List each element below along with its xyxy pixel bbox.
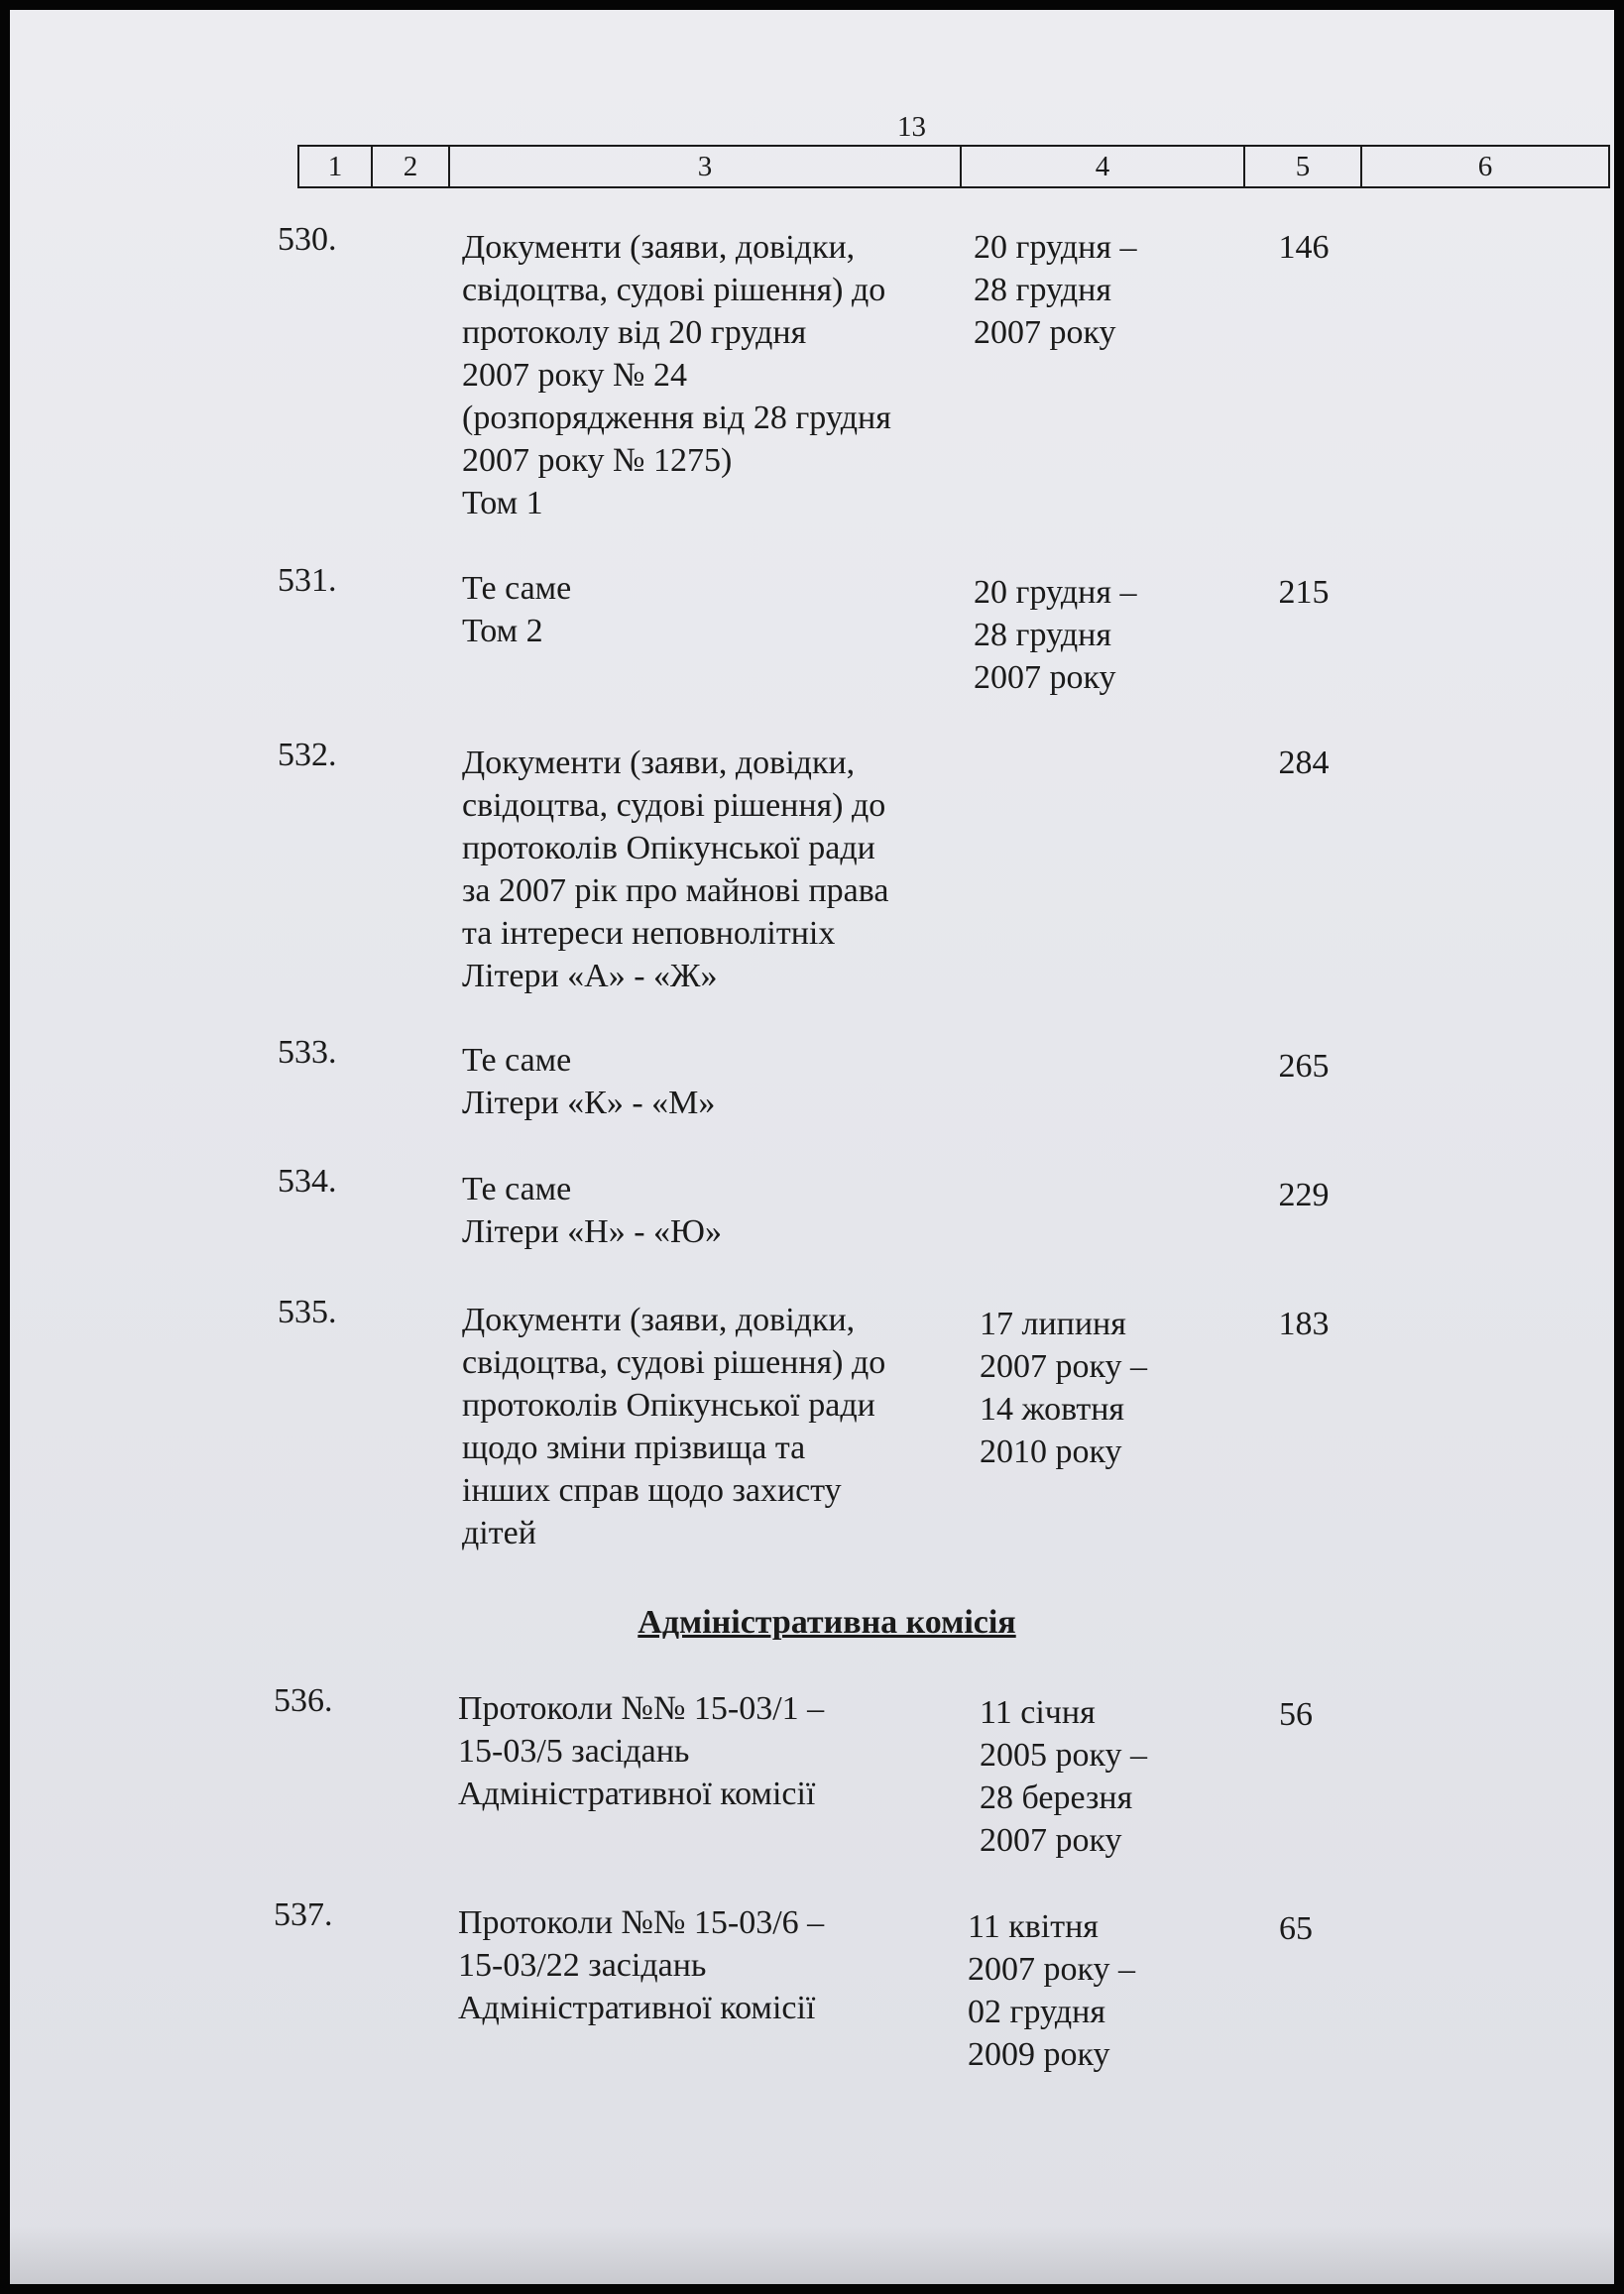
record-number: 536. xyxy=(274,1682,333,1719)
record-title: Документи (заяви, довідки, свідоцтва, судові рішення) до протоколів Опікунської ради за 2007 рік про майнові права та інтереси неповнолітніх Літери «А» - «Ж» xyxy=(462,745,889,994)
record-dates: 11 січня 2005 року – 28 березня 2007 року xyxy=(980,1694,1148,1859)
record-number: 534. xyxy=(278,1163,337,1200)
record-pages: 56 xyxy=(1279,1696,1313,1733)
record-pages: 265 xyxy=(1278,1048,1330,1085)
column-header-2: 2 xyxy=(373,147,450,186)
column-header-5: 5 xyxy=(1245,147,1362,186)
record-number: 532. xyxy=(278,737,337,773)
document-page xyxy=(10,10,1614,2284)
column-header-row xyxy=(297,145,1610,188)
record-pages: 65 xyxy=(1279,1910,1313,1947)
record-title: Те саме Літери «К» - «М» xyxy=(462,1042,716,1121)
record-title: Документи (заяви, довідки, свідоцтва, судові рішення) до протоколу від 20 грудня 2007 року № 24 (розпорядження від 28 грудня 2007 року № 1275) Том 1 xyxy=(462,229,891,521)
record-title: Те саме Том 2 xyxy=(462,570,572,649)
column-header-3: 3 xyxy=(450,147,962,186)
record-dates: 20 грудня – 28 грудня 2007 року xyxy=(974,574,1137,696)
record-pages: 146 xyxy=(1278,229,1330,266)
record-title: Те саме Літери «Н» - «Ю» xyxy=(462,1171,722,1250)
record-pages: 229 xyxy=(1278,1177,1330,1213)
record-number: 531. xyxy=(278,562,337,599)
record-title: Протоколи №№ 15-03/6 – 15-03/22 засідань Адміністративної комісії xyxy=(458,1904,825,2026)
record-number: 537. xyxy=(274,1896,333,1933)
record-dates: 20 грудня – 28 грудня 2007 року xyxy=(974,229,1137,351)
record-dates: 11 квітня 2007 року – 02 грудня 2009 року xyxy=(968,1908,1136,2073)
record-number: 535. xyxy=(278,1294,337,1330)
record-pages: 183 xyxy=(1278,1306,1330,1342)
record-pages: 284 xyxy=(1278,745,1330,781)
column-header-1: 1 xyxy=(299,147,373,186)
record-title: Протоколи №№ 15-03/1 – 15-03/5 засідань Адміністративної комісії xyxy=(458,1690,825,1812)
record-title: Документи (заяви, довідки, свідоцтва, судові рішення) до протоколів Опікунської ради щодо зміни прізвища та інших справ щодо захисту дітей xyxy=(462,1302,886,1551)
page-number: 13 xyxy=(897,111,926,143)
column-header-6: 6 xyxy=(1477,150,1493,182)
record-number: 530. xyxy=(278,221,337,258)
record-pages: 215 xyxy=(1278,574,1330,611)
section-title: Адміністративна комісія xyxy=(638,1604,1016,1641)
record-number: 533. xyxy=(278,1034,337,1071)
record-dates: 17 липиня 2007 року – 14 жовтня 2010 року xyxy=(980,1306,1148,1470)
column-header-4: 4 xyxy=(962,147,1245,186)
